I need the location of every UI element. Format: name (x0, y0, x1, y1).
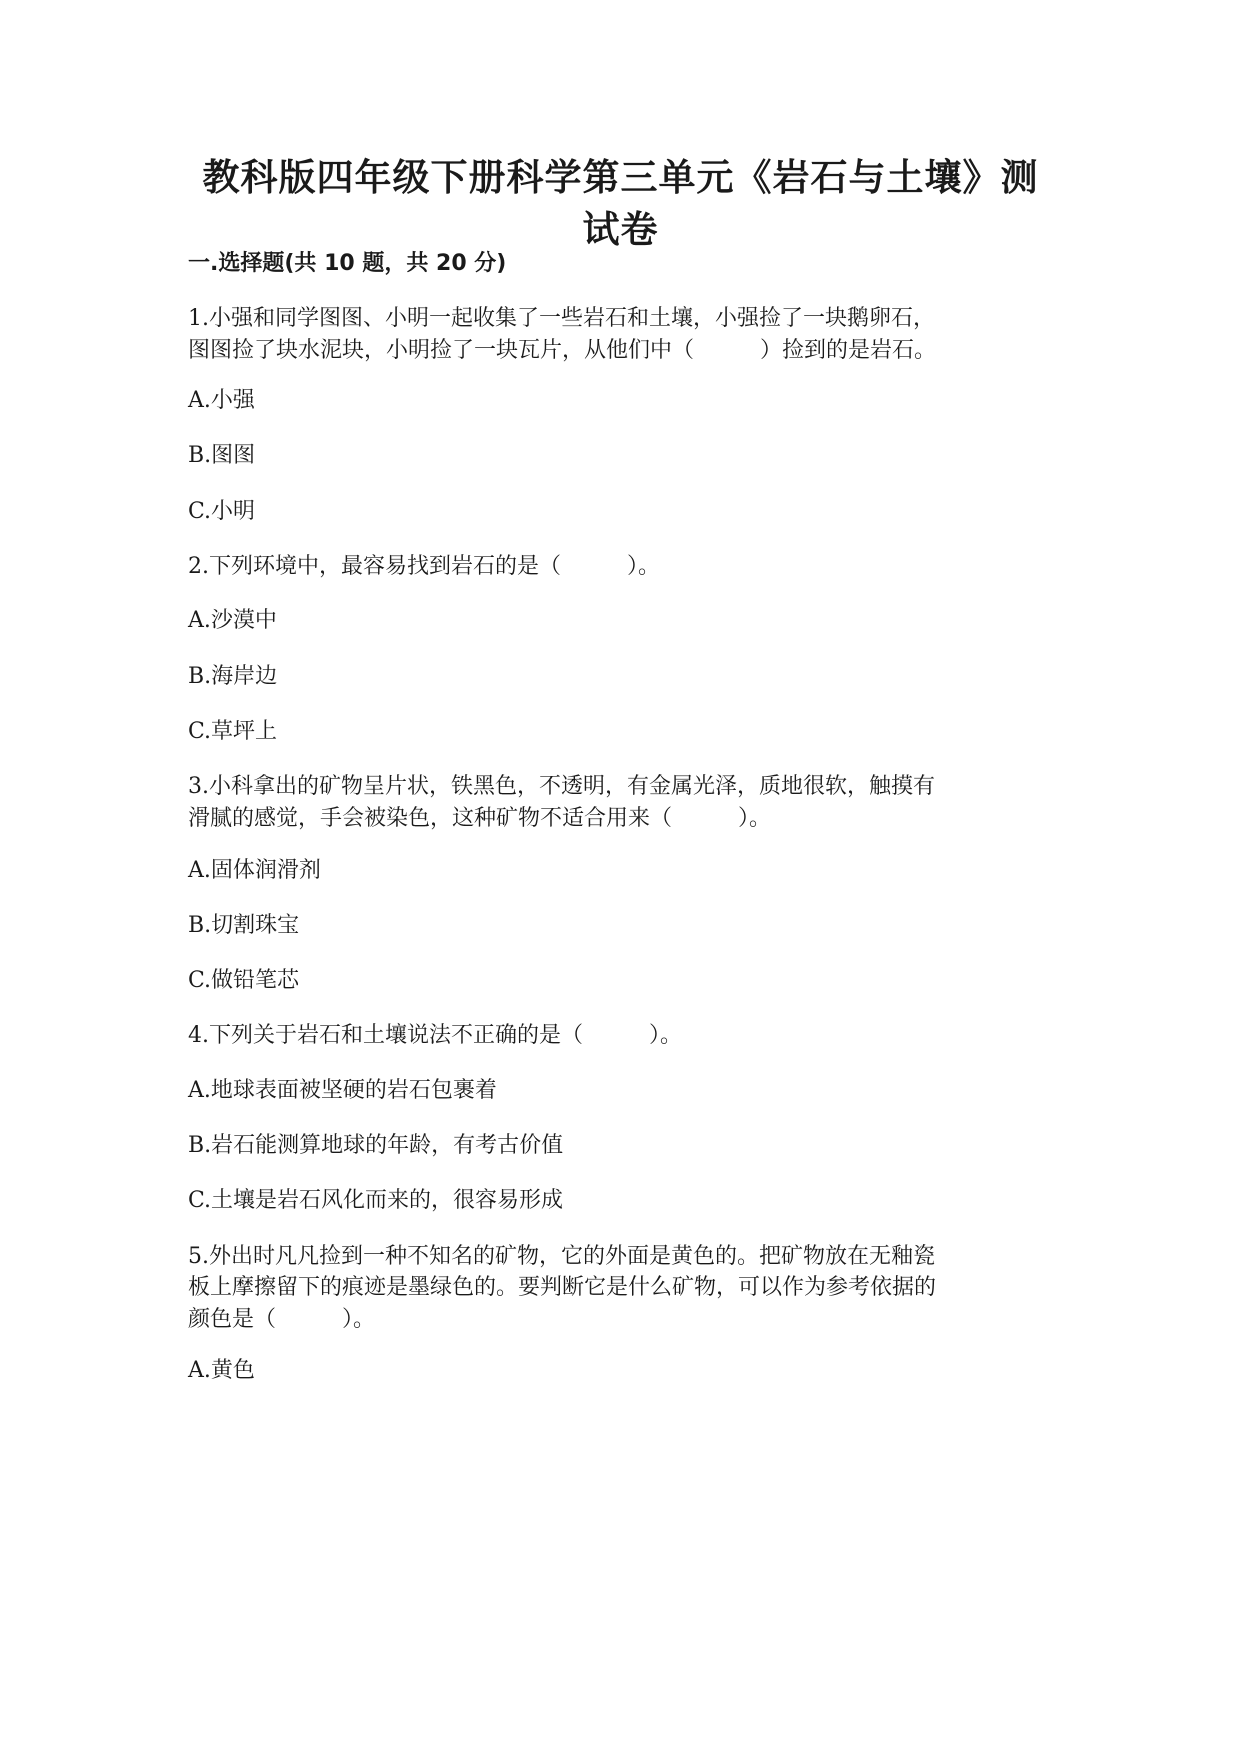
question-1-option-c: C.小明 (188, 499, 256, 524)
question-1-option-a: A.小强 (188, 388, 255, 413)
title-line-1: 教科版四年级下册科学第三单元《岩石与土壤》测 (202, 156, 1039, 199)
section-heading: 一.选择题(共 10 题，共 20 分) (188, 251, 507, 276)
question-4-stem-line-1: 4.下列关于岩石和土壤说法不正确的是（ ）。 (188, 1023, 682, 1048)
question-5-stem-line-3: 颜色是（ ）。 (188, 1307, 376, 1332)
question-2-stem-line-1: 2.下列环境中，最容易找到岩石的是（ ）。 (188, 554, 660, 579)
question-2-option-a: A.沙漠中 (188, 608, 277, 633)
question-4-option-c: C.土壤是岩石风化而来的，很容易形成 (188, 1188, 564, 1213)
question-5-stem-line-2: 板上摩擦留下的痕迹是墨绿色的。要判断它是什么矿物，可以作为参考依据的 (188, 1275, 937, 1300)
question-5-option-a: A.黄色 (188, 1358, 255, 1383)
question-1-stem-line-1: 1.小强和同学图图、小明一起收集了一些岩石和土壤，小强捡了一块鹅卵石， (188, 306, 935, 331)
question-5-stem-line-1: 5.外出时凡凡捡到一种不知名的矿物，它的外面是黄色的。把矿物放在无釉瓷 (188, 1244, 935, 1269)
question-3-option-a: A.固体润滑剂 (188, 858, 321, 883)
question-1-option-b: B.图图 (188, 443, 256, 468)
question-3-option-b: B.切割珠宝 (188, 913, 300, 938)
document-title (150, 152, 1091, 256)
question-3-stem-line-1: 3.小科拿出的矿物呈片状，铁黑色，不透明，有金属光泽，质地很软，触摸有 (188, 774, 935, 799)
question-2-option-b: B.海岸边 (188, 664, 278, 689)
question-4-option-a: A.地球表面被坚硬的岩石包裹着 (188, 1078, 497, 1103)
question-1-stem-line-2: 图图捡了块水泥块，小明捡了一块瓦片，从他们中（ ）捡到的是岩石。 (188, 338, 937, 363)
question-4-option-b: B.岩石能测算地球的年龄，有考古价值 (188, 1133, 564, 1158)
question-3-option-c: C.做铅笔芯 (188, 968, 300, 993)
question-2-option-c: C.草坪上 (188, 719, 278, 744)
question-3-stem-line-2: 滑腻的感觉，手会被染色，这种矿物不适合用来（ ）。 (188, 806, 772, 831)
title-line-2: 试卷 (582, 208, 659, 251)
